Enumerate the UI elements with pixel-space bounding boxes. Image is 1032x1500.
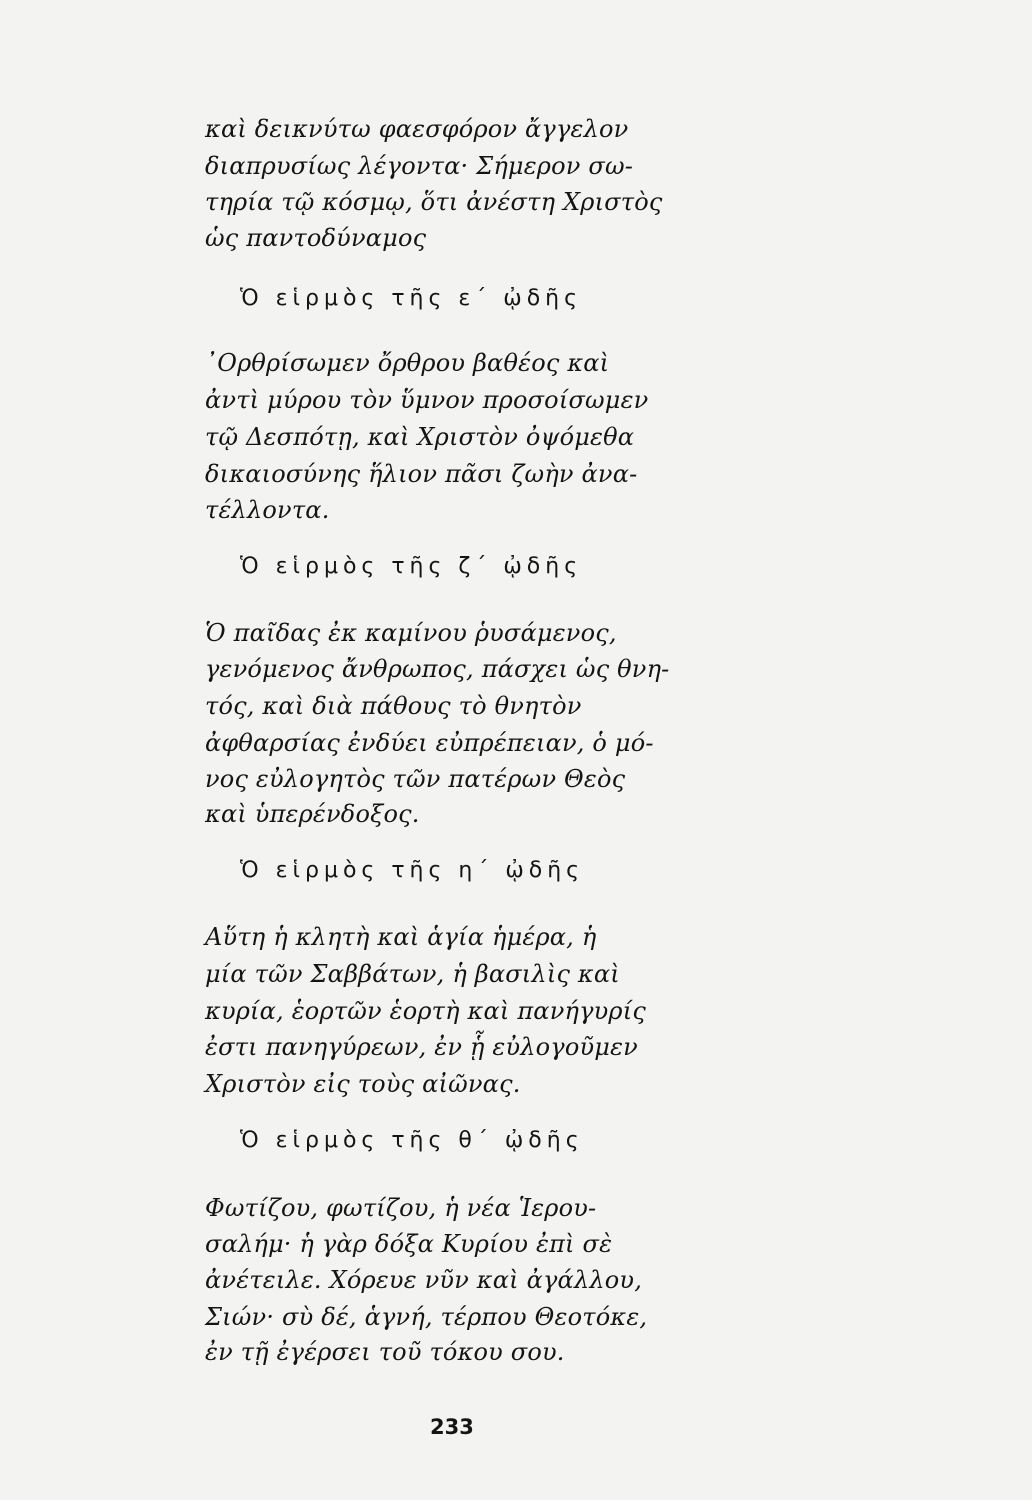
text-line: ἐστι πανηγύρεων, ἐν ᾗ εὐλογοῦμεν: [205, 1033, 638, 1061]
section-heading: Ὁ εἱρμὸς τῆς θ΄ ᾠδῆς: [240, 1128, 584, 1153]
section-heading: Ὁ εἱρμὸς τῆς η΄ ᾠδῆς: [240, 858, 585, 883]
text-line: ὡς παντοδύναμος: [205, 224, 427, 252]
text-line: μία τῶν Σαββάτων, ἡ βασιλὶς καὶ: [205, 960, 620, 988]
text-line: δικαιοσύνης ἥλιον πᾶσι ζωὴν ἀνα-: [205, 460, 638, 488]
text-line: τός, καὶ διὰ πάθους τὸ θνητὸν: [205, 692, 582, 720]
text-line: σαλήμ· ἡ γὰρ δόξα Κυρίου ἐπὶ σὲ: [205, 1230, 613, 1258]
text-line: καὶ ὑπερένδοξος.: [205, 800, 420, 828]
text-line: κυρία, ἑορτῶν ἑορτὴ καὶ πανήγυρίς: [205, 997, 646, 1025]
text-line: ἀνέτειλε. Χόρευε νῦν καὶ ἀγάλλου,: [205, 1266, 643, 1294]
text-line: τηρία τῷ κόσμῳ, ὅτι ἀνέστη Χριστὸς: [205, 188, 663, 216]
page-number: 233: [430, 1415, 474, 1439]
text-line: Χριστὸν εἰς τοὺς αἰῶνας.: [205, 1070, 521, 1098]
text-line: Αὕτη ἡ κλητὴ καὶ ἁγία ἡμέρα, ἡ: [205, 923, 597, 951]
text-line: Σιών· σὺ δέ, ἁγνή, τέρπου Θεοτόκε,: [205, 1303, 648, 1331]
text-line: διαπρυσίως λέγοντα· Σήμερον σω-: [205, 152, 634, 180]
text-line: τέλλοντα.: [205, 496, 330, 524]
text-line: ἀφθαρσίας ἐνδύει εὐπρέπειαν, ὁ μό-: [205, 729, 654, 757]
text-line: γενόμενος ἄνθρωπος, πάσχει ὡς θνη-: [205, 655, 670, 683]
text-line: καὶ δεικνύτω φαεσφόρον ἄγγελον: [205, 115, 629, 143]
text-line: ἐν τῇ ἐγέρσει τοῦ τόκου σου.: [205, 1338, 565, 1366]
section-heading: Ὁ εἱρμὸς τῆς ζ΄ ᾠδῆς: [240, 554, 583, 579]
text-line: ἀντὶ μύρου τὸν ὕμνον προσοίσωμεν: [205, 386, 649, 414]
text-line: τῷ Δεσπότῃ, καὶ Χριστὸν ὀψόμεθα: [205, 423, 635, 451]
text-line: ᾿Ορθρίσωμεν ὄρθρου βαθέος καὶ: [205, 349, 610, 377]
text-line: Φωτίζου, φωτίζου, ἡ νέα Ἱερου-: [205, 1194, 597, 1222]
section-heading: Ὁ εἱρμὸς τῆς ε΄ ᾠδῆς: [240, 286, 583, 311]
text-line: Ὁ παῖδας ἐκ καμίνου ῥυσάμενος,: [205, 619, 617, 647]
text-line: νος εὐλογητὸς τῶν πατέρων Θεὸς: [205, 765, 626, 793]
